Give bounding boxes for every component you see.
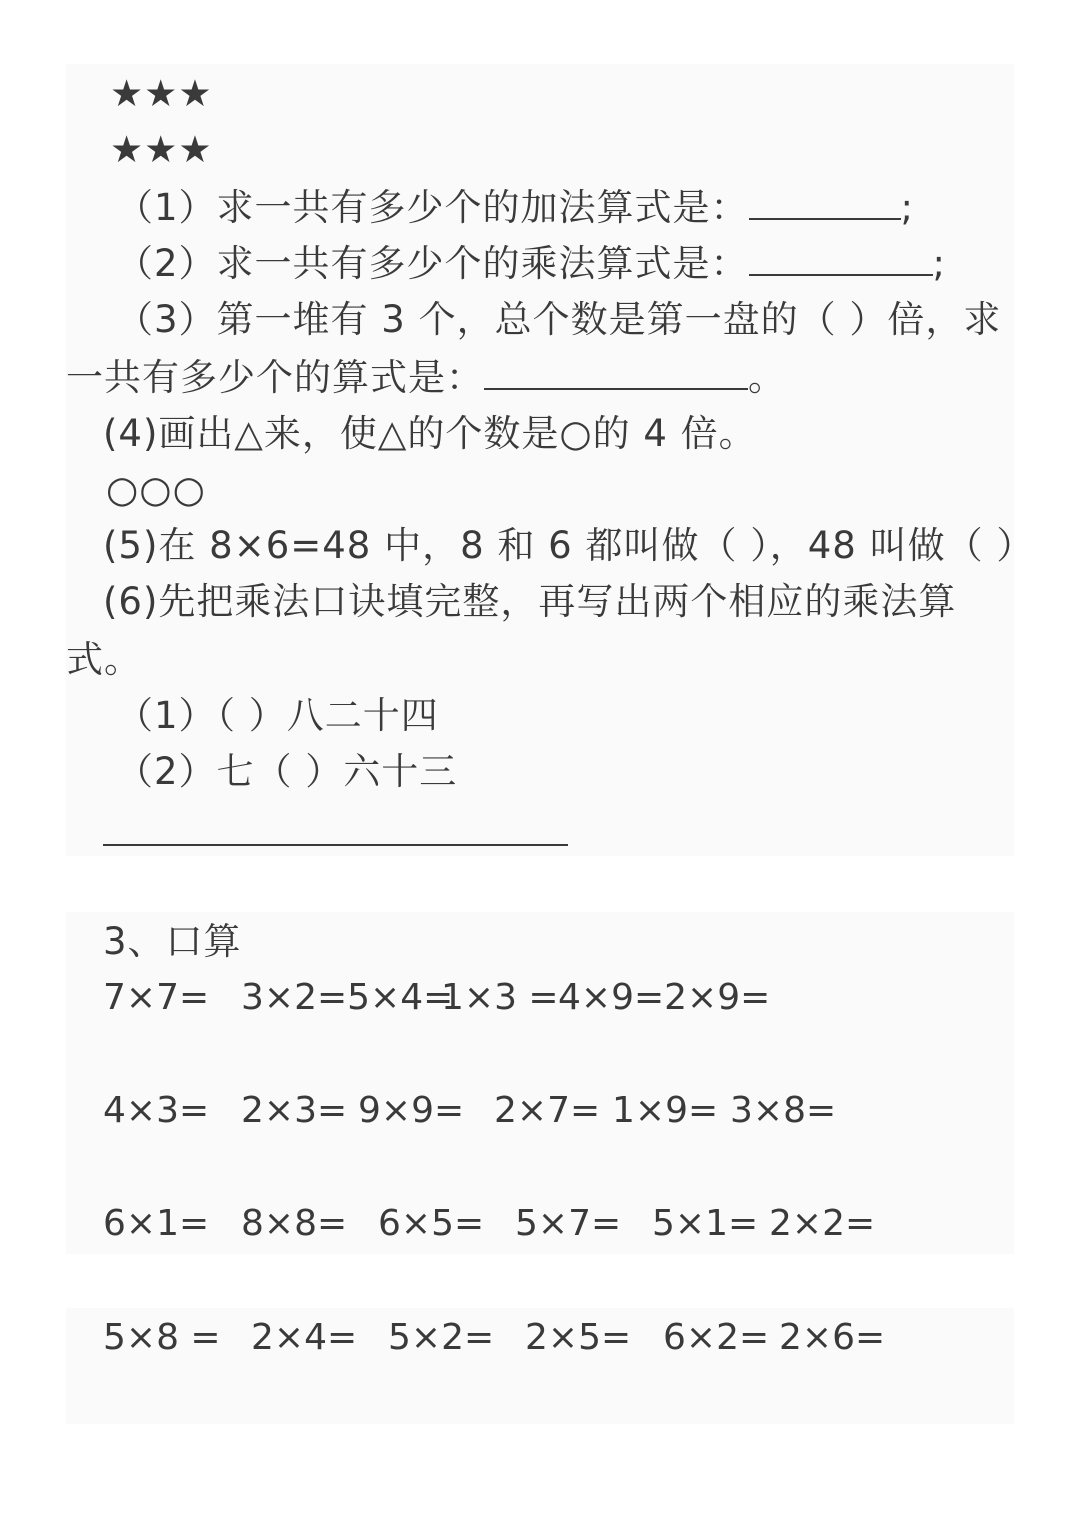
question-3-line-1: （3）第一堆有 3 个，总个数是第一盘的（ ）倍，求 xyxy=(116,298,1002,341)
calc-item: 6×1= xyxy=(103,1203,210,1244)
calc-item: 4×3= xyxy=(103,1090,210,1131)
calc-item: 5×1= xyxy=(652,1203,759,1244)
calc-item: 3×8= xyxy=(730,1090,837,1131)
answer-blank-3 xyxy=(484,358,748,390)
question-6-line-2: 式。 xyxy=(66,638,142,681)
answer-blank-2 xyxy=(749,244,933,276)
question-4: (4)画出△来，使△的个数是○的 4 倍。 xyxy=(103,412,757,455)
answer-line xyxy=(103,844,568,846)
calc-item: 7×7= xyxy=(103,977,210,1018)
question-1-text: （1）求一共有多少个的加法算式是： xyxy=(116,186,749,229)
calc-item: 2×2= xyxy=(769,1203,876,1244)
question-3-line-2-text: 一共有多少个的算式是： xyxy=(66,356,484,399)
question-6-sub-2: （2）七（ ）六十三 xyxy=(116,750,458,793)
question-block xyxy=(66,64,1035,856)
calc-item: 5×8 = xyxy=(103,1317,221,1358)
calc-item: 6×5= xyxy=(378,1203,485,1244)
mental-math-block-1 xyxy=(66,912,1014,1254)
question-2 xyxy=(116,242,946,286)
stars-row-1: ★★★ xyxy=(110,72,213,115)
circles-row: ○○○ xyxy=(106,468,206,511)
question-1-end: ; xyxy=(900,186,915,229)
calc-item: 8×8= xyxy=(241,1203,348,1244)
question-3-end: 。 xyxy=(748,356,786,399)
question-3-line-2 xyxy=(66,356,786,400)
question-6-line-1: (6)先把乘法口诀填完整，再写出两个相应的乘法算 xyxy=(103,580,957,623)
calc-item: 3×2=5×4= xyxy=(241,977,454,1018)
question-2-end: ; xyxy=(932,242,947,285)
question-6-sub-1: （1）（ ）八二十四 xyxy=(116,694,439,737)
answer-blank-1 xyxy=(749,188,901,220)
calc-item: 2×7= xyxy=(494,1090,601,1131)
calc-item: 2×6= xyxy=(779,1317,886,1358)
calc-item: 2×3= xyxy=(241,1090,348,1131)
stars-row-2: ★★★ xyxy=(110,128,213,171)
mental-math-block-2 xyxy=(66,1308,1014,1424)
calc-item: 5×2= xyxy=(388,1317,495,1358)
question-1 xyxy=(116,186,914,230)
question-5: (5)在 8×6=48 中，8 和 6 都叫做（ ），48 叫做（ ） xyxy=(103,524,1035,567)
calc-item: 2×4= xyxy=(251,1317,358,1358)
question-2-text: （2）求一共有多少个的乘法算式是： xyxy=(116,242,749,285)
calc-item: 5×7= xyxy=(515,1203,622,1244)
calc-item: 6×2= xyxy=(663,1317,770,1358)
calc-item: 1×9= xyxy=(612,1090,719,1131)
section-3-heading: 3、口算 xyxy=(103,920,242,963)
calc-item: 4×9=2×9= xyxy=(558,977,771,1018)
calc-item: 1×3 = xyxy=(441,977,559,1018)
calc-item: 2×5= xyxy=(525,1317,632,1358)
calc-item: 9×9= xyxy=(358,1090,465,1131)
